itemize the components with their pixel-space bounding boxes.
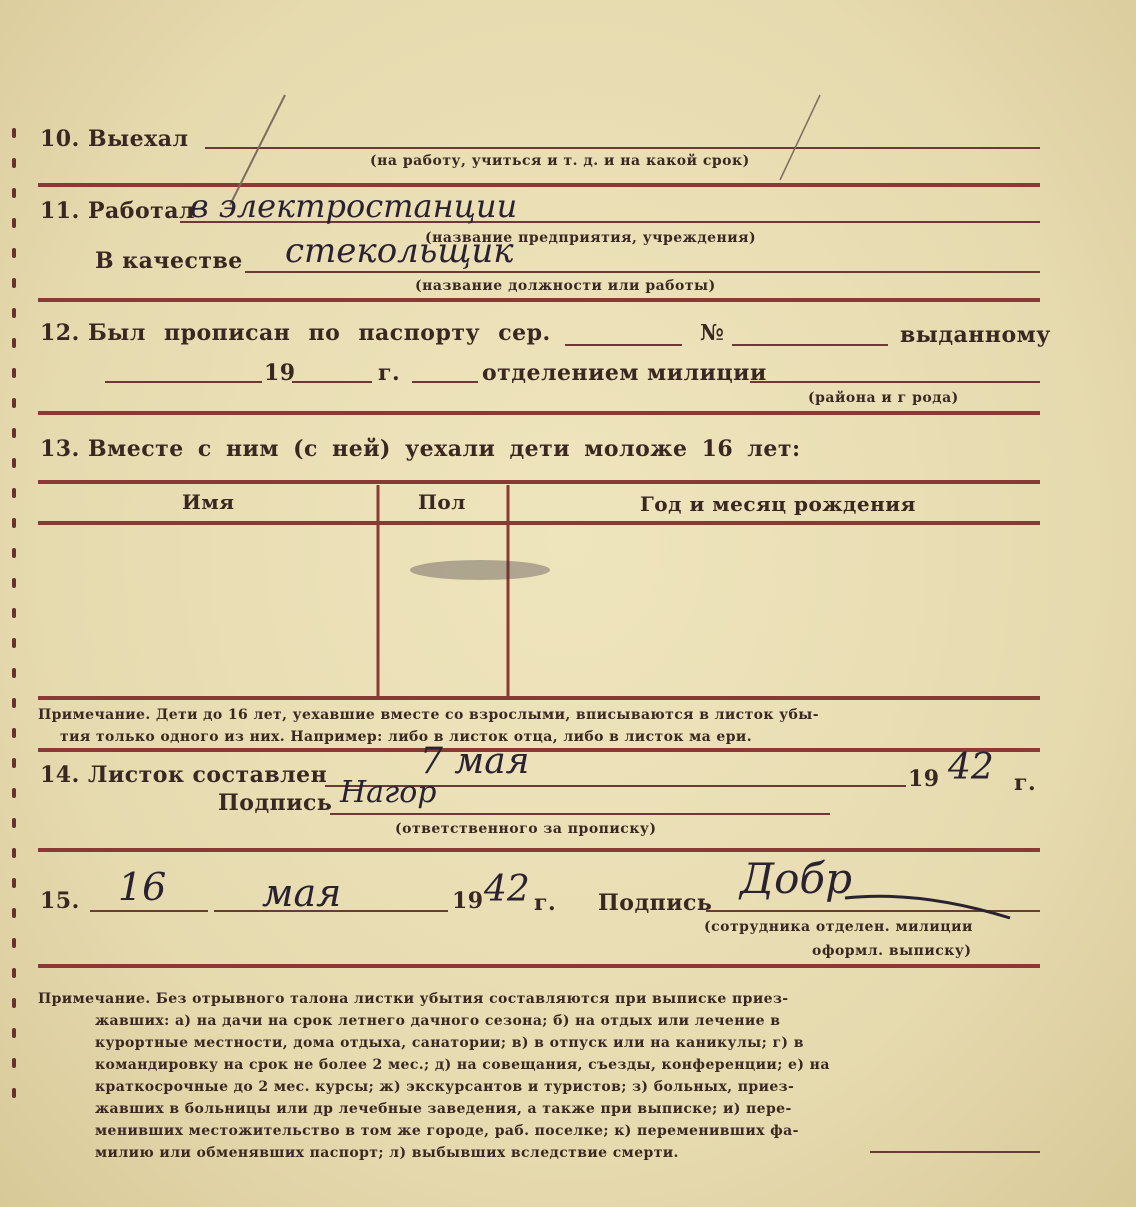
note-2-line: жавших: а) на дачи на срок летнего дачного сезона; б) на отдых или лечение в [95, 1013, 781, 1029]
table-header-sex: Пол [418, 490, 466, 514]
item-15-year-handwritten: 42 [484, 869, 530, 910]
item-10-caption: (на работу, учиться и т. д. и на какой срок) [370, 153, 750, 169]
note-2-line: Примечание. Без отрывного талона листки убытия составляются при выписке приез- [38, 991, 789, 1007]
item-15-day-handwritten: 16 [118, 865, 167, 909]
item-12-year-prefix: 19 [264, 360, 296, 386]
note-2-line: краткосрочные до 2 мес. курсы; ж) экскурсантов и туристов; з) больных, приез- [95, 1079, 795, 1095]
table-header-birth: Год и месяц рождения [640, 492, 916, 516]
note-2-line: милию или обменявших паспорт; л) выбывших вследствие смерти. [95, 1145, 679, 1161]
note-2-line: менивших местожительство в том же городе, раб. поселке; к) переменивших фа- [95, 1123, 799, 1139]
note-2-line: курортные местности, дома отдыха, санатории; в) в отпуск или на каникулы; г) в [95, 1035, 804, 1051]
item-14-label: Листок составлен [88, 762, 328, 788]
item-11-position-label: В качестве [95, 248, 243, 274]
item-15-number: 15. [40, 888, 80, 914]
item-10-number: 10. [40, 126, 80, 152]
item-12-police-dept: отделением милиции [482, 360, 767, 386]
item-15-caption-line-2: оформл. выписку) [812, 943, 972, 959]
note-2-line: командировку на срок не более 2 мес.; д) на совещания, съезды, конференции; е) на [95, 1057, 830, 1073]
item-14-signature-label: Подпись [218, 790, 333, 816]
item-11-number: 11. [40, 198, 80, 224]
note-2-line: жавших в больницы или др лечебные заведения, а также при выписке; и) пере- [95, 1101, 792, 1117]
compiled-date-handwritten: 7 мая [420, 741, 530, 782]
item-10-label: Выехал [88, 126, 189, 152]
item-12-label: Был прописан по паспорту сер. [88, 320, 551, 346]
item-15-caption-line-1: (сотрудника отделен. милиции [704, 919, 973, 935]
item-15-signature-label: Подпись [598, 890, 713, 916]
item-11-position-caption: (название должности или работы) [415, 278, 716, 294]
table-header-name: Имя [182, 490, 235, 514]
item-12-number-mark: № [700, 320, 725, 346]
position-handwritten: стекольщик [285, 231, 514, 271]
item-12-caption: (района и г рода) [808, 390, 959, 406]
item-14-year-prefix: 19 [908, 766, 940, 792]
item-12-year-suffix: г. [378, 360, 401, 386]
signature-flourish [845, 896, 1010, 918]
ink-smudge [410, 560, 550, 580]
item-13-label: Вместе с ним (с ней) уехали дети моложе 16 лет: [88, 436, 801, 462]
item-11-label: Работал [88, 198, 196, 224]
note-1-line-2: тия только одного из них. Например: либо в листок отца, либо в листок ма ери. [60, 729, 752, 745]
item-14-signature-handwritten: Нагор [340, 775, 437, 810]
item-14-caption: (ответственного за прописку) [395, 821, 657, 837]
item-15-year-suffix: г. [534, 890, 557, 916]
item-15-month-handwritten: мая [262, 871, 342, 915]
item-14-number: 14. [40, 762, 80, 788]
item-15-signature-handwritten: Добр [740, 854, 852, 903]
item-11-workplace-caption: (название предприятия, учреждения) [425, 230, 757, 246]
note-1-line-1: Примечание. Дети до 16 лет, уехавшие вместе со взрослыми, вписываются в листок убы- [38, 707, 819, 723]
item-14-year-handwritten: 42 [948, 747, 994, 788]
item-12-issued: выданному [900, 322, 1051, 348]
item-12-number: 12. [40, 320, 80, 346]
workplace-handwritten: в электростанции [190, 187, 518, 225]
item-13-number: 13. [40, 436, 80, 462]
item-14-year-suffix: г. [1014, 770, 1037, 796]
item-15-year-prefix: 19 [452, 888, 484, 914]
